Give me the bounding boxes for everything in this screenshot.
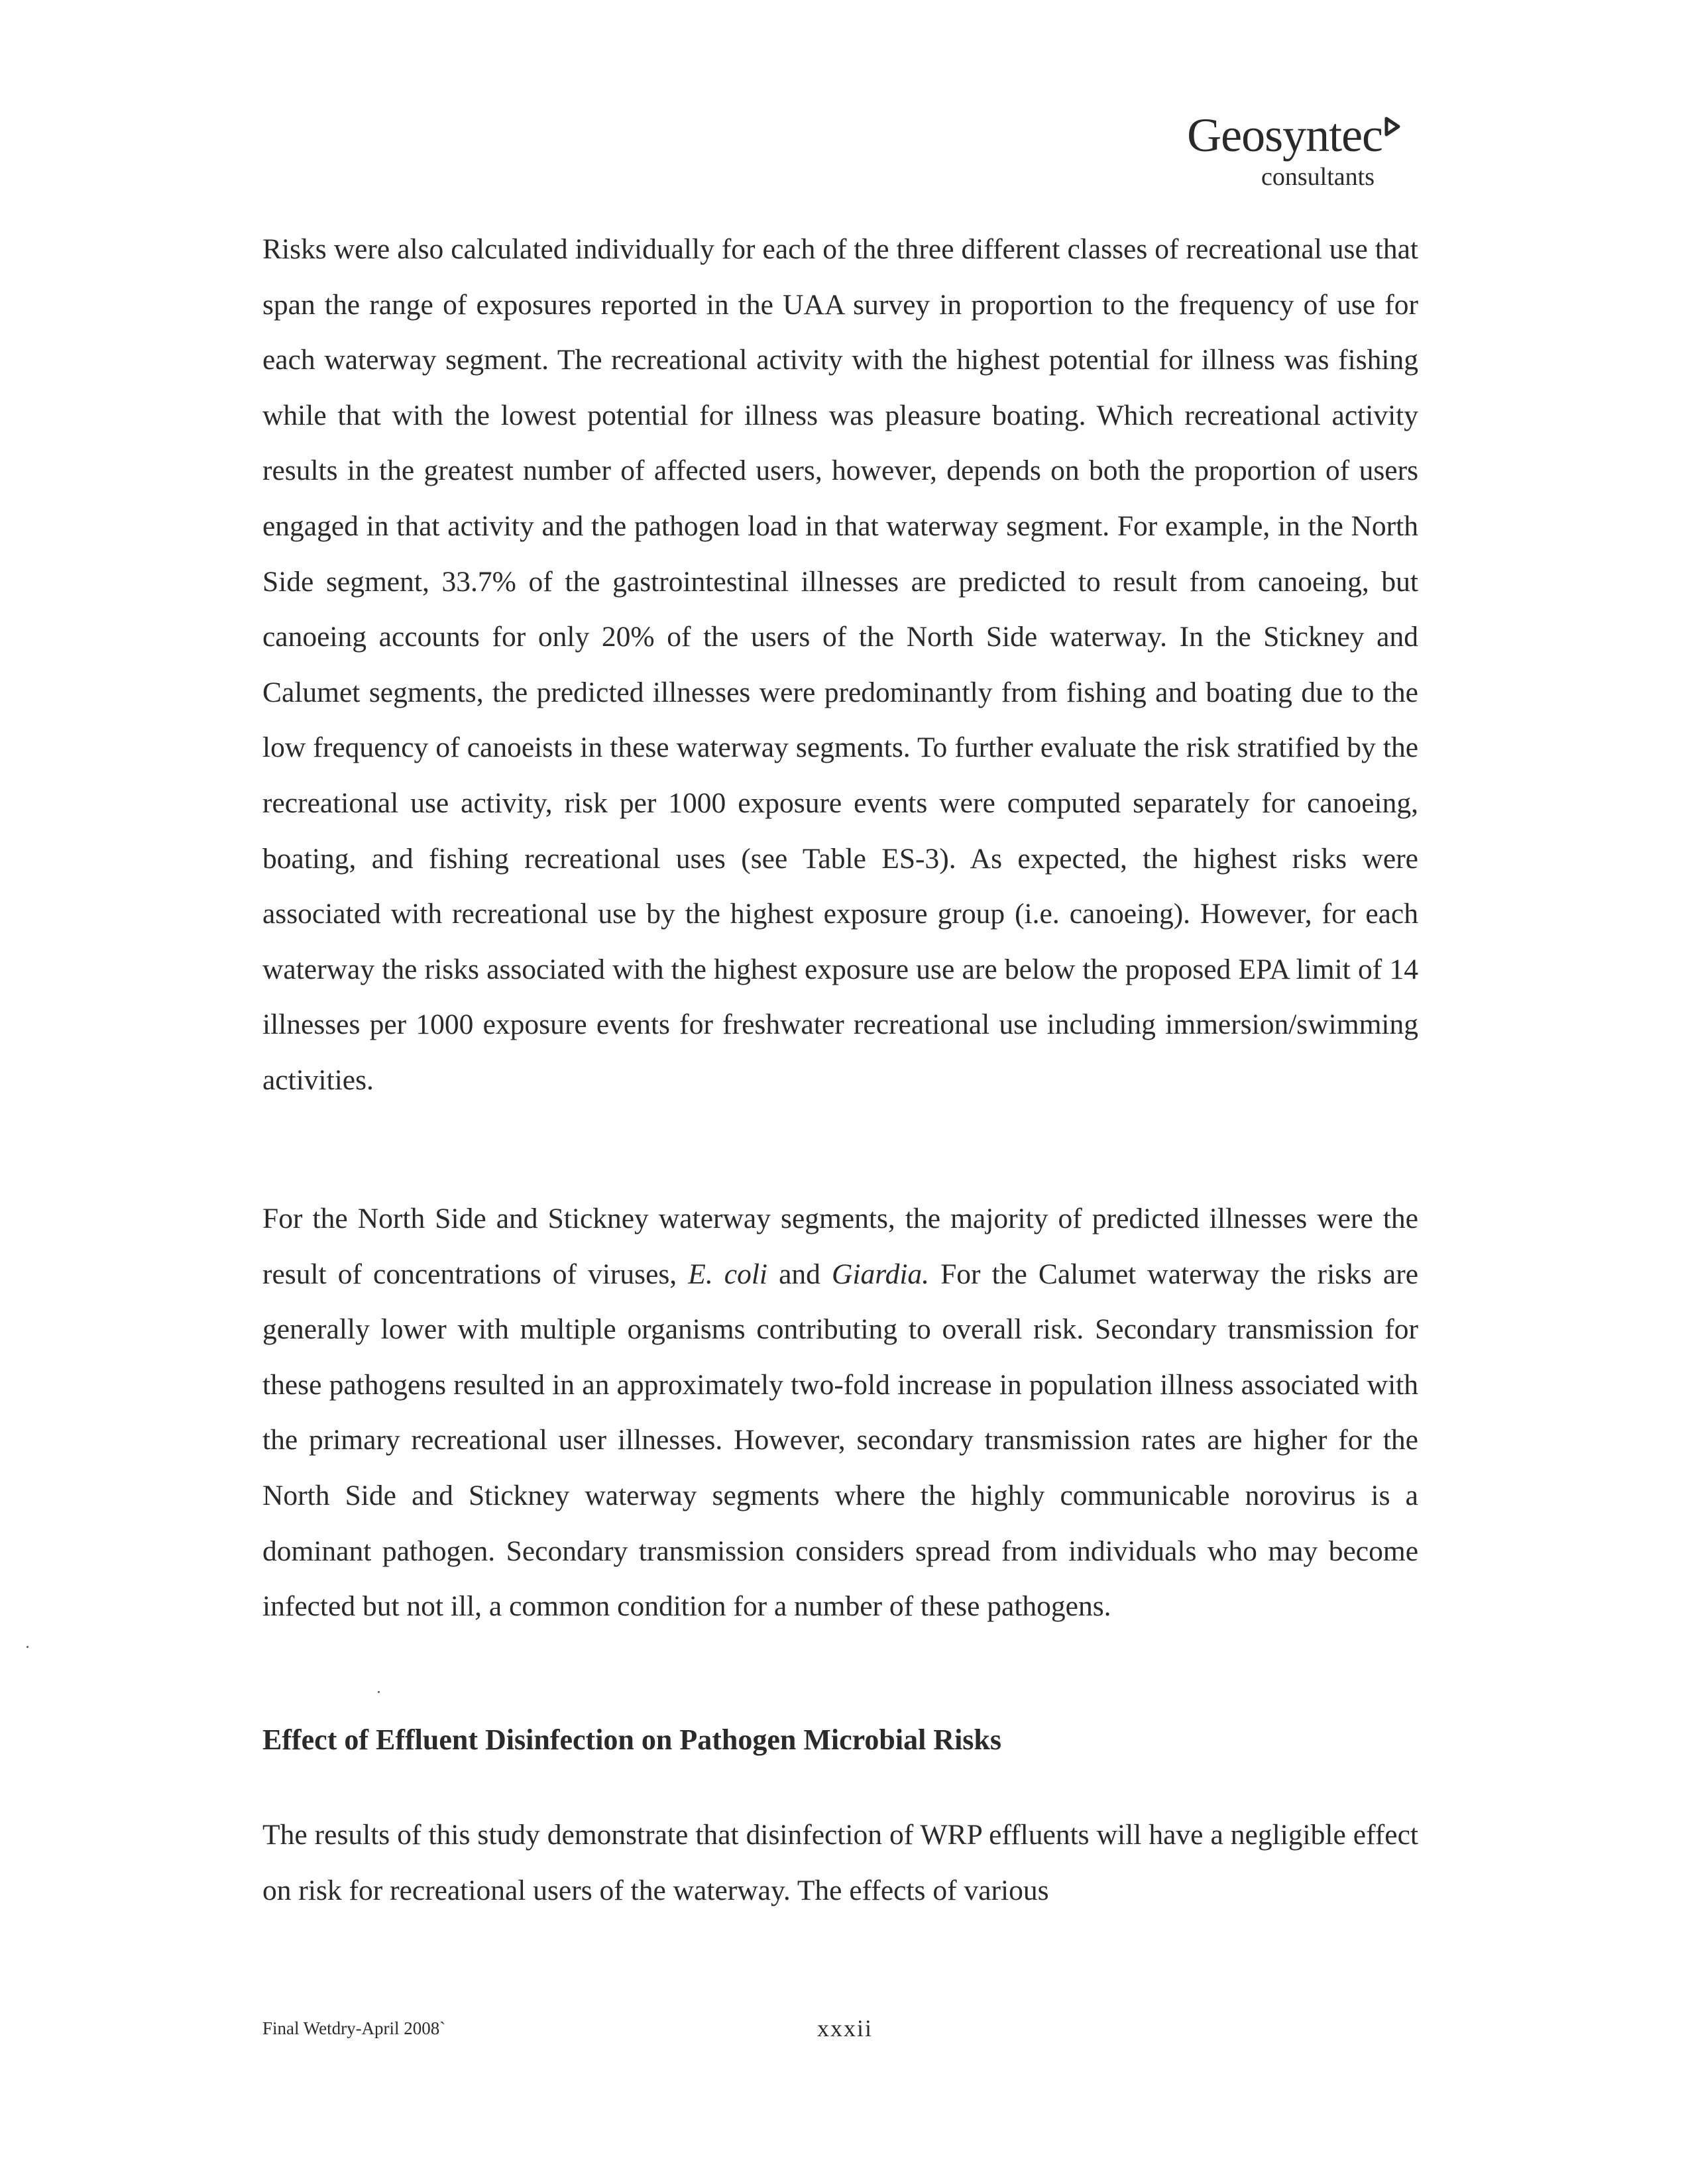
- section-heading: Effect of Effluent Disinfection on Pathogen Microbial Risks: [262, 1723, 1002, 1756]
- organism-name: Giardia.: [832, 1258, 930, 1290]
- paragraph-text: For the Calumet waterway the risks are generally lower with multiple organisms contributing to overall risk. Secondary transmission for these pathogens resulted in an approximately two-fold increase in population illness associated with the primary recreational user illnesses. However, secondary transmission rates are higher for the North Side and Stickney waterway segments where the highly communicable norovirus is a dominant pathogen. Secondary transmission considers spread from individuals who may become infected but not ill, a common condition for a number of these pathogens.: [262, 1258, 1419, 1623]
- logo-name: Geosyntec: [1187, 109, 1382, 162]
- paragraph-text: For the North Side and Stickney waterway segments, the majority of predicted illnesses were the result of concentrations of viruses,: [262, 1203, 1418, 1290]
- page-number: xxxii: [817, 2015, 873, 2042]
- scan-speck: [27, 1646, 28, 1648]
- paragraph-text: and: [767, 1258, 832, 1290]
- body-paragraph-3: The results of this study demonstrate that disinfection of WRP effluents will have a negligible effect on risk for recreational users of the waterway. The effects of various: [262, 1819, 1418, 1906]
- organism-name: E. coli: [688, 1258, 768, 1290]
- body-paragraph-1: Risks were also calculated individually for each of the three different classes of recreational use that span the range of exposures reported in the UAA survey in proportion to the frequency of use for each waterway segment. The recreational activity with the highest potential for illness was fishing while that with the lowest potential for illness was pleasure boating. Which recreational activity results in the greatest number of affected users, however, depends on both the proportion of users engaged in that activity and the pathogen load in that waterway segment. For example, in the North Side segment, 33.7% of the gastrointestinal illnesses are predicted to result from canoeing, but canoeing accounts for only 20% of the users of the North Side waterway. In the Stickney and Calumet segments, the predicted illnesses were predominantly from fishing and boating due to the low frequency of canoeists in these waterway segments. To further evaluate the risk stratified by the recreational use activity, risk per 1000 exposure events were computed separately for canoeing, boating, and fishing recreational uses (see Table ES-3). As expected, the highest risks were associated with recreational use by the highest exposure group (i.e. canoeing). However, for each waterway the risks associated with the highest exposure use are below the proposed EPA limit of 14 illnesses per 1000 exposure events for freshwater recreational use including immersion/swimming activities.: [262, 233, 1418, 1096]
- company-logo: [1187, 111, 1401, 190]
- body-paragraph-2: [262, 1191, 1418, 1635]
- logo-triangle-icon: [1384, 117, 1401, 136]
- scan-speck: [378, 1691, 380, 1693]
- footer-document-label: Final Wetdry-April 2008`: [262, 2018, 446, 2038]
- logo-subtitle: consultants: [1261, 163, 1375, 191]
